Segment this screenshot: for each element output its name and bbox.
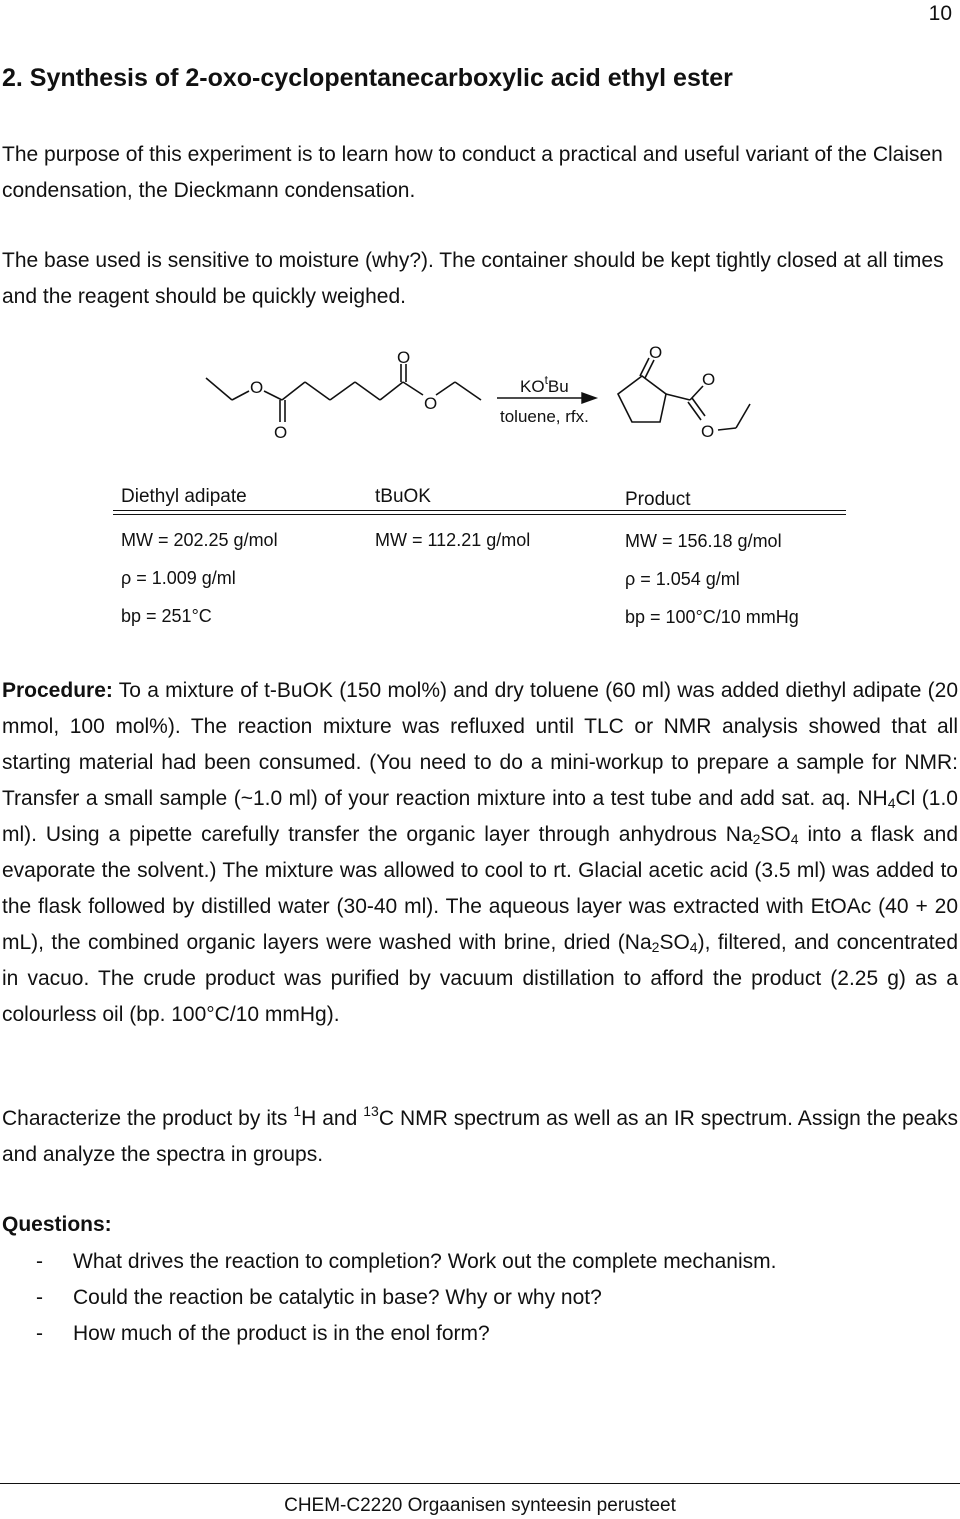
column-header-diethyl-adipate: Diethyl adipate [121,486,247,507]
reaction-scheme [0,338,960,448]
svg-text:O: O [397,348,411,367]
svg-text:O: O [274,423,288,442]
tbuok-properties [375,521,530,559]
intro-paragraph-2: The base used is sensitive to moisture (why?). The container should be kept tightly closed at all times and the reagent should be quickly weighed. [2,249,944,308]
table-rule-top [113,510,846,511]
procedure-label: Procedure: [2,679,113,702]
property-bp: bp = 100°C/10 mmHg [625,607,799,627]
section-title: 2. Synthesis of 2-oxo-cyclopentanecarboxylic acid ethyl ester [2,64,733,92]
property-mw: MW = 112.21 g/mol [375,530,531,550]
reagent-label [520,373,569,396]
svg-text:KOtBu: $KO^tBu$ [520,373,569,396]
procedure-paragraph: Procedure: To a mixture of t-BuOK (150 mol%) and dry toluene (60 ml) was added diethyl adipate (20 mmol, 100 mol%). The reaction mixture was refluxed until TLC or NMR analysis showed that all starting material had been consumed. (You need to do a mini-workup to prepare a sample for NMR: Transfer a small sample (~1.0 ml) of your reaction mixture into a test tube and add sat. aq. $NH_4Cl$ (1.0 ml). Using a pipette carefully transfer the organic layer through anhydrous $Na_2SO_4$ into a flask and evaporate the solvent.) The mixture was allowed to cool to rt. Glacial acetic acid (3.5 ml) was added to the flask followed by distilled water (30-40 ml). The aqueous layer was extracted with EtOAc (40 + 20 mL), the combined organic layers were washed with brine, dried $(Na_2SO_4)$, filtered, and concentrated in vacuo. The crude product was purified by vacuum distillation to afford the product (2.25 g) as a colourless oil (bp. 100°C/10 mmHg). [2,679,959,1026]
list-item: - Could the reaction be catalytic in base? Why or why not? [36,1286,602,1309]
svg-text:O: O [649,343,663,362]
diethyl-adipate-structure [206,364,481,422]
atom-labels-product [649,343,715,441]
svg-text:O: O [250,378,264,397]
table-rule-bottom [113,514,846,515]
product-structure [618,358,750,430]
characterize-paragraph: Characterize the product by its $^1$H and $^{13}$C NMR spectrum as well as an IR spectrum. Assign the peaks and analyze the spectra in groups. [2,1103,959,1166]
column-header-product: Product [625,489,691,510]
page-number: 10 [928,2,952,25]
list-item: - How much of the product is in the enol form? [36,1322,490,1345]
svg-text:O: O [702,370,716,389]
questions-label: Questions: [2,1213,112,1236]
footer: CHEM-C2220 Orgaanisen synteesin perusteet [284,1495,676,1516]
property-bp: bp = 251°C [121,606,212,626]
property-mw: MW = 202.25 g/mol [121,530,278,550]
reaction-arrow [497,393,596,403]
atom-labels-reactant [250,348,437,442]
property-density: ρ = 1.009 g/ml [121,568,236,588]
list-item: - What drives the reaction to completion? Work out the complete mechanism. [36,1250,777,1273]
svg-text:O: O [424,394,438,413]
diethyl-adipate-properties [121,521,278,635]
questions-list [2,1244,958,1352]
footer-rule [0,1483,960,1484]
svg-text:O: O [701,422,715,441]
conditions-label: toluene, rfx. [500,407,589,426]
intro-paragraph-1: The purpose of this experiment is to learn how to conduct a practical and useful variant of the Claisen condensation, the Dieckmann condensation. [2,143,943,202]
property-mw: MW = 156.18 g/mol [625,531,782,551]
property-density: ρ = 1.054 g/ml [625,569,740,589]
column-header-tbuok: tBuOK [375,486,431,507]
product-properties [625,522,799,636]
